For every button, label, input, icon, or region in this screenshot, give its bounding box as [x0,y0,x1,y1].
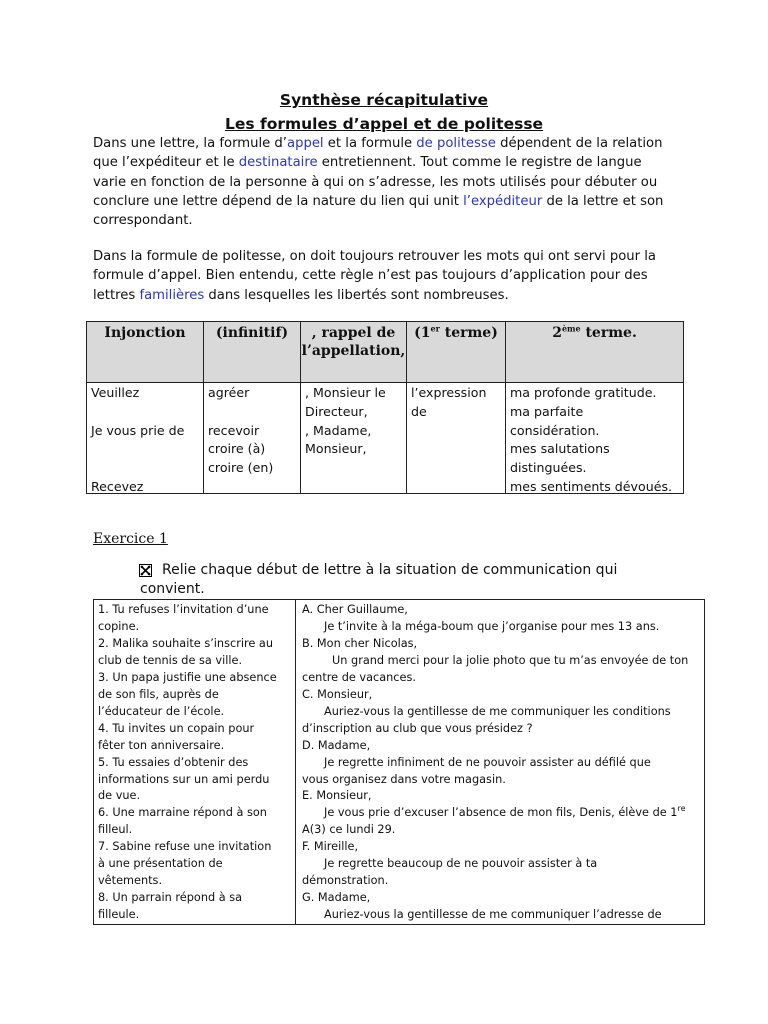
text-run: Dans une lettre, la formule d’ [93,136,287,151]
highlighted-word: l’expéditeur [463,193,543,209]
letter-opening-line: Je regrette beaucoup de ne pouvoir assister à ta [324,857,598,871]
cell-line: ma parfaite [510,403,584,419]
cell-line: croire (à) [208,441,266,457]
exercise-instruction: Relie chaque début de lettre à la situation de communication qui [162,562,618,578]
formulas-table-row [87,383,684,494]
letter-opening-line: vous organisez dans votre magasin. [302,772,506,786]
situation-line: filleul. [98,823,133,837]
paragraph-line [93,266,693,285]
situation-line: club de tennis de sa ville. [98,653,243,667]
cell-line: ma profonde gratitude. [510,385,657,400]
cell-line: recevoir [208,422,260,438]
formulas-table-header [87,322,684,383]
situation-line: 7. Sabine refuse une invitation [98,840,272,854]
situation-line: 1. Tu refuses l’invitation d’une [98,603,269,616]
cell-line: croire (en) [208,460,274,476]
header-terme-1: (1er terme) [407,322,506,383]
cell-line: Je vous prie de [91,422,185,438]
situation-line: copine. [98,619,140,633]
letter-opening-line: B. Mon cher Nicolas, [302,636,418,650]
letter-opening-line: d’inscription au club que vous présidez ? [302,721,533,735]
letter-opening-line: centre de vacances. [302,670,416,684]
cell-line: agréer [208,385,250,400]
situation-line: 6. Une marraine répond à son [98,806,267,820]
letter-opening-line: Auriez-vous la gentillesse de me communiquer les conditions [324,704,671,718]
text-run: varie en fonction de la personne à qui on s’adresse, les mots utilisés pour débuter ou [93,174,658,190]
text-run: entretiennent. Tout comme le registre de langue [317,155,642,171]
header-injonction: Injonction [87,322,204,383]
text-run: conclure une lettre dépend de la nature du lien qui unit [93,193,464,209]
cell-line: l’expression [411,385,487,400]
checkbox-x-icon [139,564,152,577]
text-run: et la formule [323,136,417,151]
document-title: Synthèse récapitulative [279,91,489,109]
letter-opening-line: Je regrette infiniment de ne pouvoir assister au défilé que [324,755,651,769]
paragraph-line [93,286,693,305]
cell-line: mes salutations [510,441,610,457]
paragraph-line [93,192,693,211]
header-terme-2: 2ème terme. [506,322,684,383]
text-run: lettres [93,287,140,303]
cell-rappel [305,383,402,493]
letter-opening-line: A. Cher Guillaume, [302,603,408,616]
cell-line: Veuillez [91,385,140,400]
situation-line: vêtements. [98,874,163,888]
letter-opening-line: F. Mireille, [302,840,359,854]
situations-column [94,600,295,924]
cell-terme-2 [510,383,679,493]
situation-line: 2. Malika souhaite s’inscrire au [98,636,273,650]
situation-line: 8. Un parrain répond à sa [98,891,243,905]
text-run: que l’expéditeur et le [93,155,239,171]
cell-line: considération. [510,422,600,438]
paragraph-line [93,153,693,172]
matching-table [93,599,705,925]
text-run: correspondant. [93,213,193,229]
text-run: dépendent de la relation [495,136,663,151]
situation-line: informations sur un ami perdu [98,772,270,786]
cell-terme-1 [411,383,501,493]
exercise-instruction-cont: convient. [140,581,205,597]
text-run: Dans la formule de politesse, on doit toujours retrouver les mots qui ont servi pour la [93,249,656,264]
cell-infinitif [208,383,296,493]
highlighted-word: familières [139,287,205,303]
situation-line: fêter ton anniversaire. [98,738,225,752]
header-infinitif: (infinitif) [204,322,301,383]
cell-line: mes sentiments dévoués. [510,479,673,494]
formulas-table [86,321,684,494]
document-subtitle: Les formules d’appel et de politesse [224,115,544,133]
paragraph-line [93,247,693,266]
cell-line: distinguées. [510,460,587,476]
situation-line: à une présentation de [98,857,223,871]
cell-line: Directeur, [305,403,368,419]
cell-line: Monsieur, [305,441,367,457]
letter-opening-line: E. Monsieur, [302,789,372,803]
letter-opening-line: démonstration. [302,874,389,888]
highlighted-word: appel [287,136,324,151]
letter-openings-column [296,600,704,924]
cell-line: , Madame, [305,422,372,438]
second-paragraph [93,247,693,305]
letter-opening-line: Je t’invite à la méga-boum que j’organise pour mes 13 ans. [324,619,660,633]
paragraph-line [93,134,693,153]
situation-line: filleule. [98,908,140,922]
letter-opening-line: A(3) ce lundi 29. [302,823,396,837]
letter-opening-line: C. Monsieur, [302,687,373,701]
cell-line: , Monsieur le [305,385,386,400]
letter-opening-line: G. Madame, [302,891,371,905]
situation-line: l’éducateur de l’école. [98,704,225,718]
paragraph-line [93,211,693,230]
situation-line: de son fils, auprès de [98,687,219,701]
letter-opening-line: D. Madame, [302,738,371,752]
situation-line: 5. Tu essaies d’obtenir des [98,755,249,769]
situation-line: 4. Tu invites un copain pour [98,721,255,735]
header-rappel: , rappel de l’appellation, [301,322,407,383]
highlighted-word: de politesse [416,136,496,151]
cell-line: de [411,403,427,419]
cell-injonction [91,383,199,493]
letter-opening-line: Je vous prie d’excuser l’absence de mon fils, Denis, élève de 1re [324,804,686,820]
text-run: dans lesquelles les libertés sont nombreuses. [204,287,509,303]
intro-paragraph [93,134,693,230]
letter-opening-line: Un grand merci pour la jolie photo que tu m’as envoyée de ton [332,653,689,667]
situation-line: 3. Un papa justifie une absence [98,670,277,684]
text-run: de la lettre et son [542,193,664,209]
situation-line: de vue. [98,789,141,803]
exercise-title: Exercice 1 [93,531,168,547]
highlighted-word: destinataire [238,155,318,171]
text-run: formule d’appel. Bien entendu, cette règle n’est pas toujours d’application pour des [93,268,648,284]
cell-line: Recevez [91,479,144,494]
letter-opening-line: Auriez-vous la gentillesse de me communiquer l’adresse de [324,908,662,922]
paragraph-line [93,173,693,192]
